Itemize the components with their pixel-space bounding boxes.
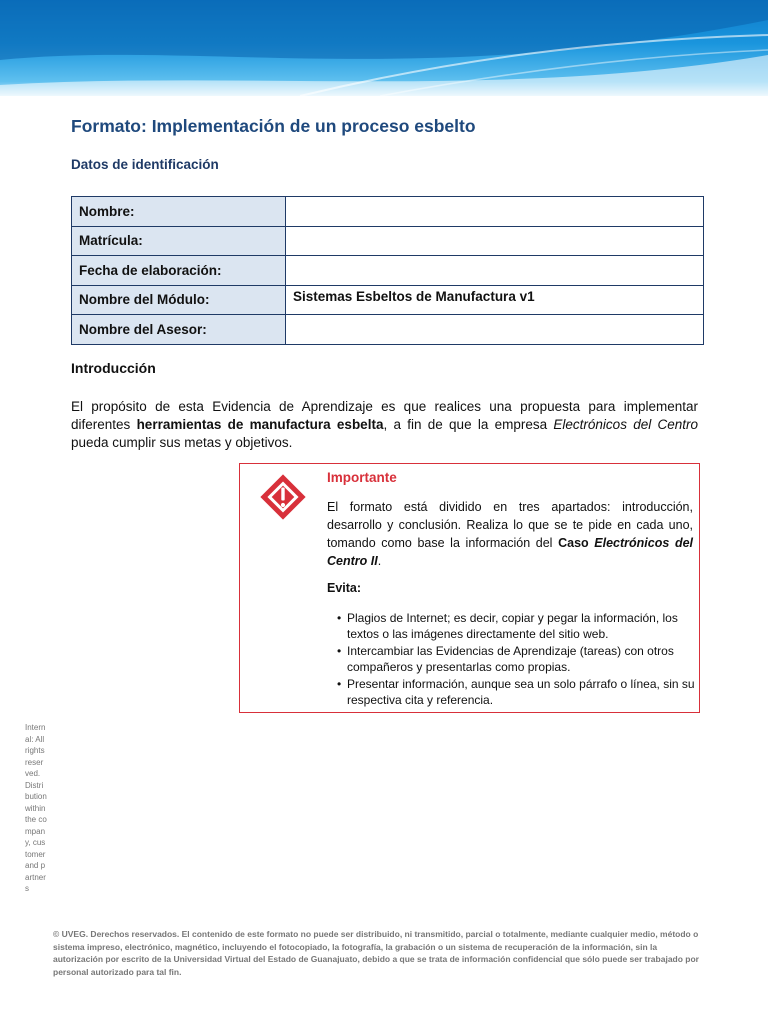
id-field-value[interactable]: Sistemas Esbeltos de Manufactura v1	[286, 285, 704, 315]
important-title: Importante	[327, 470, 397, 485]
id-table-row	[72, 256, 704, 286]
intro-paragraph	[71, 398, 698, 452]
intro-text-1: El propósito de esta Evidencia de Aprendizaje es que realices una propuesta para implementar diferentes	[71, 399, 698, 432]
avoid-heading: Evita:	[327, 581, 362, 595]
document-title: Formato: Implementación de un proceso esbelto	[71, 116, 476, 136]
id-field-value[interactable]	[286, 315, 704, 345]
case-label: Caso	[558, 536, 595, 550]
avoid-item: • Plagios de Internet; es decir, copiar y pegar la información, los textos o las imágenes directamente del sitio web.	[337, 611, 678, 641]
id-field-label: Nombre:	[72, 197, 286, 227]
id-table-row	[72, 197, 704, 227]
intro-text-2: , a fin de que la empresa	[383, 417, 554, 432]
id-table-row	[72, 285, 704, 315]
important-paragraph	[327, 498, 693, 570]
id-field-label: Fecha de elaboración:	[72, 256, 286, 286]
header-banner	[0, 0, 768, 96]
classification-note: Internal: All rights reserved. Distribution within the company, customer and partners	[25, 723, 47, 893]
important-text: El formato está dividido en tres apartados: introducción, desarrollo y conclusión. Realiza lo que se te pide en cada uno, tomando como base la información del	[327, 500, 693, 550]
id-table-row	[72, 315, 704, 345]
avoid-list	[327, 611, 695, 710]
avoid-item: • Intercambiar las Evidencias de Aprendizaje (tareas) con otros compañeros y presentarlas como propias.	[337, 644, 674, 674]
warning-icon	[258, 472, 308, 522]
case-name: Electrónicos del Centro II	[327, 536, 694, 568]
copyright-footer: © UVEG. Derechos reservados. El contenido de este formato no puede ser distribuido, ni transmitido, parcial o totalmente, mediante cualquier medio, método o sistema impreso, electrónico, magnético, incluyendo el fotocopiado, la fotografía, la grabación o un sistema de recuperación de la información, sin la autorización por escrito de la Universidad Virtual del Estado de Guanajuato, debido a que se trata de información confidencial que sólo puede ser trabajado por personal autorizado para tal fin.	[53, 929, 699, 977]
intro-text-3: pueda cumplir sus metas y objetivos.	[71, 435, 293, 450]
id-field-label: Nombre del Módulo:	[72, 285, 286, 315]
id-field-value[interactable]	[286, 256, 704, 286]
intro-bold: herramientas de manufactura esbelta	[136, 417, 384, 432]
id-field-value[interactable]	[286, 226, 704, 256]
intro-heading: Introducción	[71, 360, 156, 376]
id-field-value[interactable]	[286, 197, 704, 227]
id-table-row	[72, 226, 704, 256]
avoid-item: • Presentar información, aunque sea un solo párrafo o línea, sin su respectiva cita y referencia.	[337, 677, 695, 707]
important-box	[239, 463, 700, 713]
identification-table	[71, 196, 704, 345]
id-field-label: Matrícula:	[72, 226, 286, 256]
header-wave-graphic	[0, 0, 768, 96]
intro-italic: Electrónicos del Centro	[553, 417, 699, 432]
important-text-end: .	[377, 554, 382, 568]
id-field-label: Nombre del Asesor:	[72, 315, 286, 345]
identification-heading: Datos de identificación	[71, 157, 219, 172]
